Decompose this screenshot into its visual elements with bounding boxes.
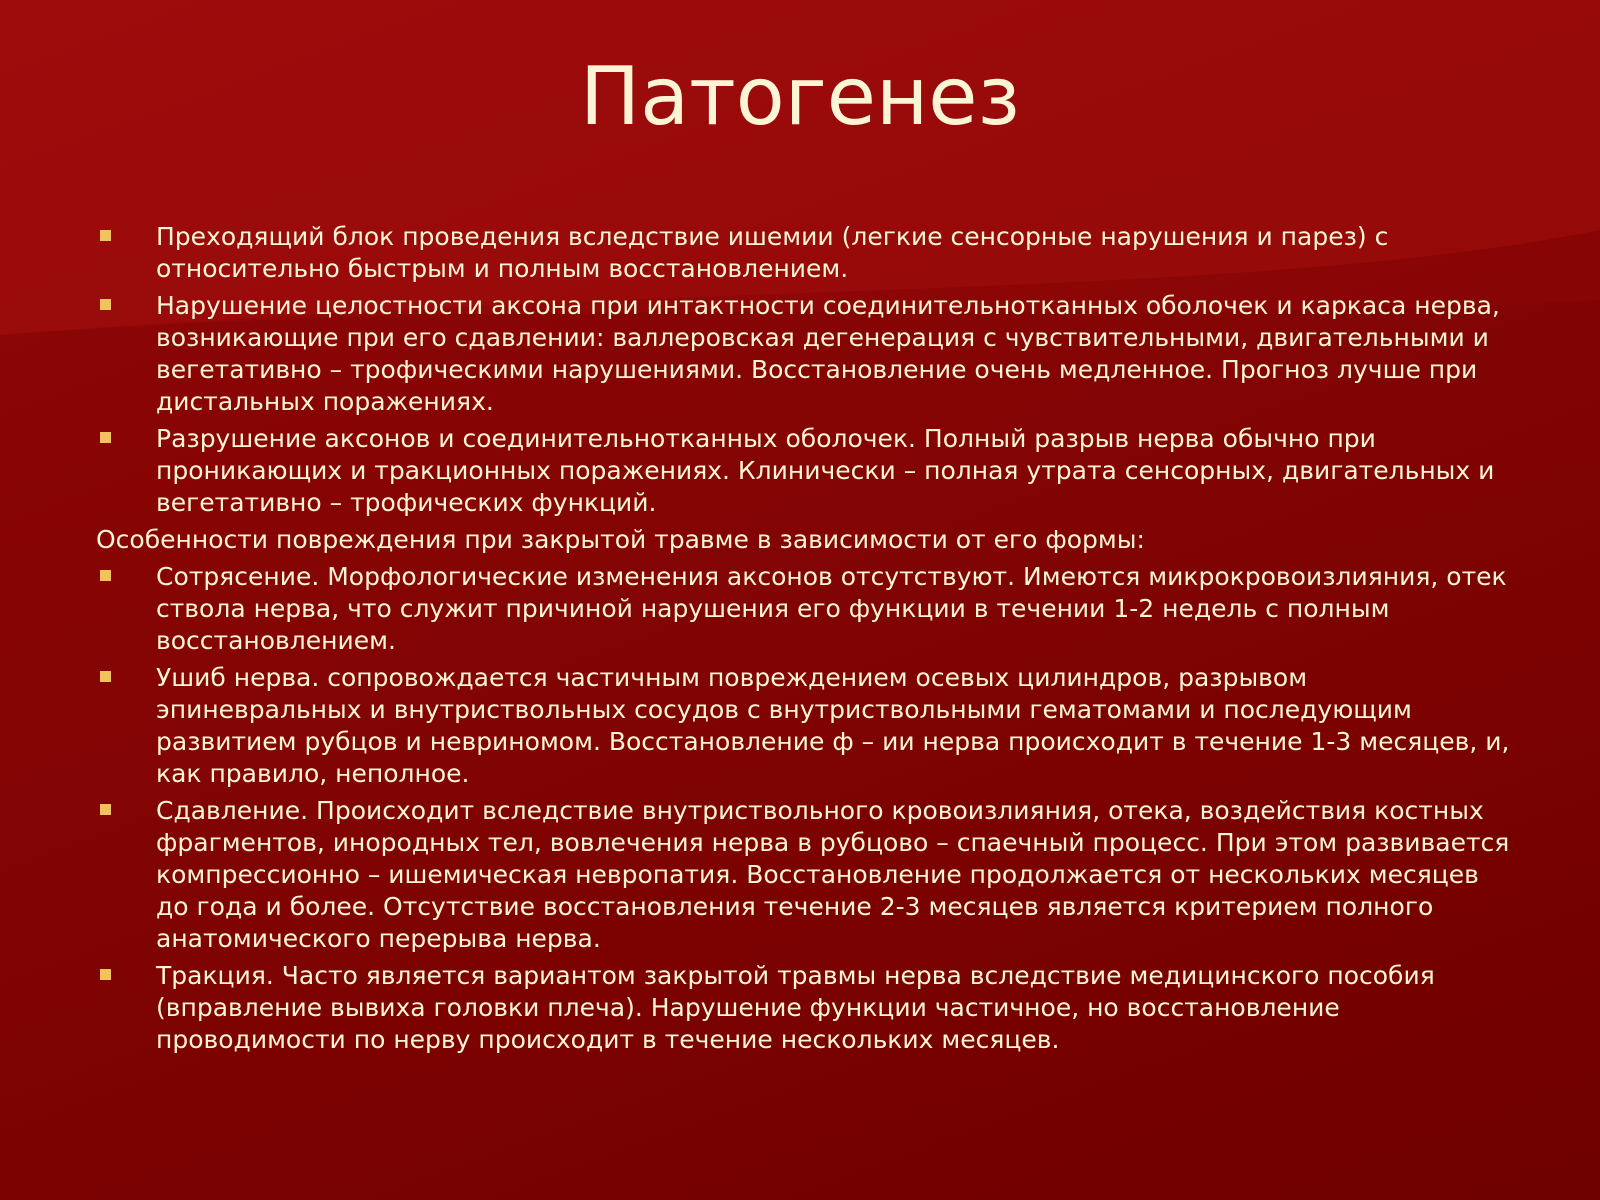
square-bullet-icon bbox=[100, 299, 111, 310]
bullet-text: Сдавление. Происходит вследствие внутриствольного кровоизлияния, отека, воздействия костных фрагментов, инородных тел, вовлечения нерва в рубцово – спаечный процесс. При этом развивается компрессионно – ишемическая невропатия. Восстановление продолжается от нескольких месяцев до года и более. Отсутствие восстановления течение 2-3 месяцев является критерием полного анатомического перерыва нерва. bbox=[156, 796, 1510, 953]
slide-title: Патогенез bbox=[579, 50, 1021, 143]
bullet-text: Разрушение аксонов и соединительнотканных оболочек. Полный разрыв нерва обычно при проникающих и тракционных поражениях. Клинически – полная утрата сенсорных, двигательных и вегетативно – трофических функций. bbox=[156, 424, 1495, 517]
square-bullet-icon bbox=[100, 432, 111, 443]
bullet-text: Сотрясение. Морфологические изменения аксонов отсутствуют. Имеются микрокровоизлияния, отек ствола нерва, что служит причиной нарушения его функции в течении 1-2 недель с полным восстановлением. bbox=[156, 562, 1507, 655]
square-bullet-icon bbox=[100, 671, 111, 682]
bullet-item bbox=[96, 795, 1516, 955]
square-bullet-icon bbox=[100, 570, 111, 581]
bullet-item bbox=[96, 290, 1516, 418]
subheading: Особенности повреждения при закрытой травме в зависимости от его формы: bbox=[96, 525, 1145, 554]
square-bullet-icon bbox=[100, 969, 111, 980]
bullet-text: Преходящий блок проведения вследствие ишемии (легкие сенсорные нарушения и парез) с относительно быстрым и полным восстановлением. bbox=[156, 222, 1389, 283]
bullet-item bbox=[96, 960, 1516, 1056]
square-bullet-icon bbox=[100, 230, 111, 241]
bullet-list-2 bbox=[96, 561, 1516, 1056]
bullet-item bbox=[96, 221, 1516, 285]
square-bullet-icon bbox=[100, 804, 111, 815]
bullet-item bbox=[96, 662, 1516, 790]
bullet-item bbox=[96, 423, 1516, 519]
bullet-text: Тракция. Часто является вариантом закрытой травмы нерва вследствие медицинского пособия (вправление вывиха головки плеча). Нарушение функции частичное, но восстановление проводимости по нерву происходит в течение нескольких месяцев. bbox=[156, 961, 1435, 1054]
bullet-list-1 bbox=[96, 221, 1516, 519]
bullet-text: Нарушение целостности аксона при интактности соединительнотканных оболочек и каркаса нерва, возникающие при его сдавлении: валлеровская дегенерация с чувствительными, двигательными и вегетативно – трофическими нарушениями. Восстановление очень медленное. Прогноз лучше при дистальных поражениях. bbox=[156, 291, 1500, 416]
slide-body bbox=[96, 221, 1516, 1061]
bullet-item bbox=[96, 561, 1516, 657]
bullet-text: Ушиб нерва. сопровождается частичным повреждением осевых цилиндров, разрывом эпиневральных и внутриствольных сосудов с внутриствольными гематомами и последующим развитием рубцов и невриномом. Восстановление ф – ии нерва происходит в течение 1-3 месяцев, и, как правило, неполное. bbox=[156, 663, 1510, 788]
